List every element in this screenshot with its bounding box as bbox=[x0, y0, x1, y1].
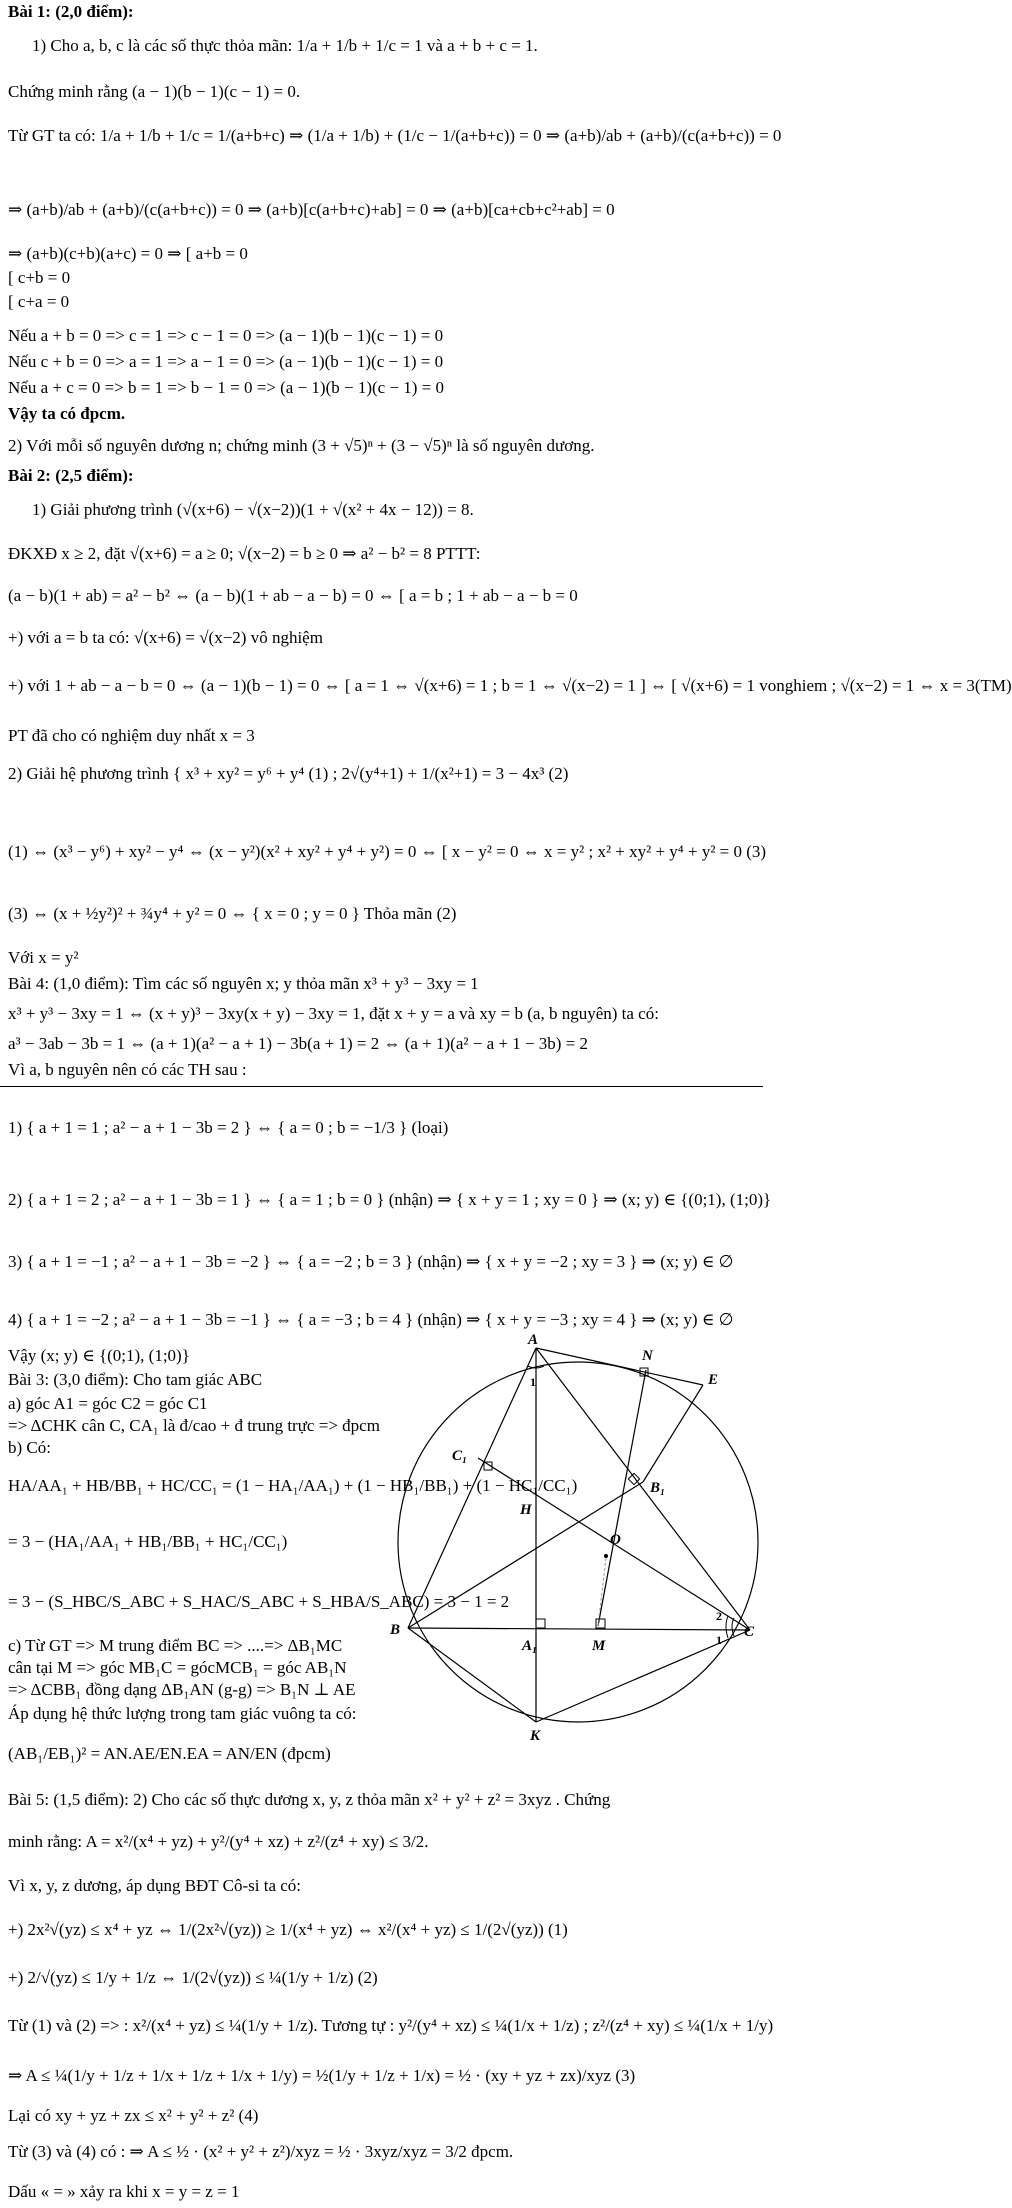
label-b: B bbox=[390, 1622, 401, 1638]
label-h: H bbox=[520, 1502, 532, 1518]
line-b4-end: Vậy (x; y) ∈ {(0;1), (1;0)} bbox=[8, 1346, 190, 1365]
line-b3-c1: c) Từ GT => M trung điểm BC => ....=> ΔB₁MC bbox=[8, 1636, 343, 1655]
label-n: N bbox=[642, 1348, 653, 1364]
line-b5-l3: +) 2/√(yz) ≤ 1/y + 1/z ⇔ 1/(2√(yz)) ≤ ¼(1/y + 1/z) (2) bbox=[8, 1968, 378, 1987]
label-angle-c2: 2 bbox=[716, 1609, 722, 1623]
line-b2-title: Bài 2: (2,5 điểm): bbox=[8, 466, 134, 485]
line-ae bbox=[536, 1348, 703, 1385]
line-b3-c4: Áp dụng hệ thức lượng trong tam giác vuông ta có: bbox=[8, 1704, 357, 1723]
side-ac bbox=[536, 1348, 750, 1630]
geometry-figure bbox=[388, 1330, 758, 1770]
line-b4-l1: x³ + y³ − 3xy = 1 ⇔ (x + y)³ − 3xy(x + y) − 3xy = 1, đặt x + y = a và xy = b (a, b nguyên) ta có: bbox=[8, 1004, 659, 1023]
line-b1-c1: Nếu a + b = 0 => c = 1 => c − 1 = 0 => (a − 1)(b − 1)(c − 1) = 0 bbox=[8, 326, 444, 345]
line-b3-c2: cân tại M => góc MB₁C = gócMCB₁ = góc AB₁N bbox=[8, 1658, 347, 1677]
line-bk bbox=[408, 1628, 536, 1722]
label-angle-c1: 1 bbox=[716, 1633, 722, 1647]
line-b5-title: Bài 5: (1,5 điểm): 2) Cho các số thực dương x, y, z thỏa mãn x² + y² + z² = 3xyz . Chứng bbox=[8, 1790, 611, 1809]
line-b5-l4: Từ (1) và (2) => : x²/(x⁴ + yz) ≤ ¼(1/y + 1/z). Tương tự : y²/(y⁴ + xz) ≤ ¼(1/x + 1/z) ; z²/(z⁴ + xy) ≤ ¼(1/x + 1/y) bbox=[8, 2016, 774, 2035]
line-b1e bbox=[643, 1385, 703, 1482]
line-b5-l5: ⇒ A ≤ ¼(1/y + 1/z + 1/x + 1/z + 1/x + 1/y) = ½(1/y + 1/z + 1/x) = ½ · (xy + yz + zx)/xyz (3) bbox=[8, 2066, 636, 2085]
label-m: M bbox=[592, 1638, 606, 1654]
line-b3-a: a) góc A1 = góc C2 = góc C1 bbox=[8, 1394, 208, 1413]
right-angle-a1 bbox=[536, 1619, 545, 1628]
line-b1-l3a: ⇒ (a+b)(c+b)(a+c) = 0 ⇒ [ a+b = 0 bbox=[8, 244, 248, 263]
line-b5-l7: Từ (3) và (4) có : ⇒ A ≤ ½ · (x² + y² + z²)/xyz = ½ · 3xyz/xyz = 3/2 đpcm. bbox=[8, 2142, 514, 2161]
line-b3-a2: => ΔCHK cân C, CA₁ là đ/cao + đ trung trực => đpcm bbox=[8, 1416, 380, 1435]
line-b4-l3: Vì a, b nguyên nên có các TH sau : bbox=[8, 1060, 247, 1079]
line-b1-prove: Chứng minh rằng (a − 1)(b − 1)(c − 1) = 0. bbox=[8, 82, 301, 101]
line-b2-l2: (a − b)(1 + ab) = a² − b² ⇔ (a − b)(1 + ab − a − b) = 0 ⇔ [ a = b ; 1 + ab − a − b = 0 bbox=[8, 586, 578, 605]
line-b1-end: Vậy ta có đpcm. bbox=[8, 404, 126, 423]
label-k: K bbox=[530, 1728, 541, 1744]
line-b3-c5: (AB₁/EB₁)² = AN.AE/EN.EA = AN/EN (đpcm) bbox=[8, 1744, 331, 1763]
line-b4-c1: 1) { a + 1 = 1 ; a² − a + 1 − 3b = 2 } ⇔ { a = 0 ; b = −1/3 } (loại) bbox=[8, 1118, 449, 1137]
line-b2-l1: ĐKXĐ x ≥ 2, đặt √(x+6) = a ≥ 0; √(x−2) = b ≥ 0 ⇒ a² − b² = 8 PTTT: bbox=[8, 544, 481, 563]
line-b3-b2: = 3 − (HA₁/AA₁ + HB₁/BB₁ + HC₁/CC₁) bbox=[8, 1532, 288, 1551]
line-b2-l8: Với x = y² bbox=[8, 948, 79, 967]
line-b1-l1: Từ GT ta có: 1/a + 1/b + 1/c = 1/(a+b+c) ⇒ (1/a + 1/b) + (1/c − 1/(a+b+c)) = 0 ⇒ (a+b)/ab + (a+b)/(c(a+b+c)) = 0 bbox=[8, 126, 782, 145]
line-b2-l7: (3) ⇔ (x + ½y²)² + ¾y⁴ + y² = 0 ⇔ { x = 0 ; y = 0 } Thỏa mãn (2) bbox=[8, 904, 457, 923]
label-e: E bbox=[708, 1372, 719, 1388]
point-o bbox=[604, 1554, 608, 1558]
line-b4-c2: 2) { a + 1 = 2 ; a² − a + 1 − 3b = 1 } ⇔ { a = 1 ; b = 0 } (nhận) ⇒ { x + y = 1 ; xy = 0 } ⇒ (x; y) ∈ {(0;1), (1;0)} bbox=[8, 1190, 772, 1209]
line-b1-q1: 1) Cho a, b, c là các số thực thỏa mãn: 1/a + 1/b + 1/c = 1 và a + b + c = 1. bbox=[32, 36, 538, 55]
line-b1-l2: ⇒ (a+b)/ab + (a+b)/(c(a+b+c)) = 0 ⇒ (a+b)[c(a+b+c)+ab] = 0 ⇒ (a+b)[ca+cb+c²+ab] = 0 bbox=[8, 200, 615, 219]
line-b2-l5: PT đã cho có nghiệm duy nhất x = 3 bbox=[8, 726, 255, 745]
label-b1: B₁ bbox=[650, 1480, 666, 1496]
line-b3-title: Bài 3: (3,0 điểm): Cho tam giác ABC bbox=[8, 1370, 263, 1389]
line-b5-l1: Vì x, y, z dương, áp dụng BĐT Cô-si ta có: bbox=[8, 1876, 302, 1895]
line-b2-l3: +) với a = b ta có: √(x+6) = √(x−2) vô nghiệm bbox=[8, 628, 323, 647]
line-b2-l4: +) với 1 + ab − a − b = 0 ⇔ (a − 1)(b − 1) = 0 ⇔ [ a = 1 ⇔ √(x+6) = 1 ; b = 1 ⇔ √(x−2) = 1 ] ⇔ [ √(x+6) = 1 vonghiem ; √(x−2) = 1 ⇔ x = 3(TM) bbox=[8, 676, 1012, 695]
line-b4-c3: 3) { a + 1 = −1 ; a² − a + 1 − 3b = −2 } ⇔ { a = −2 ; b = 3 } (nhận) ⇒ { x + y = −2 ; xy = 3 } ⇒ (x; y) ∈ ∅ bbox=[8, 1252, 734, 1271]
line-b5-l6: Lại có xy + yz + zx ≤ x² + y² + z² (4) bbox=[8, 2106, 259, 2125]
line-b1-c2: Nếu c + b = 0 => a = 1 => a − 1 = 0 => (a − 1)(b − 1)(c − 1) = 0 bbox=[8, 352, 444, 371]
label-a: A bbox=[528, 1332, 539, 1348]
section-divider bbox=[0, 1086, 763, 1087]
line-b1-c3: Nếu a + c = 0 => b = 1 => b − 1 = 0 => (a − 1)(b − 1)(c − 1) = 0 bbox=[8, 378, 445, 397]
label-angle-a1: 1 bbox=[530, 1375, 536, 1389]
angle-arc-c2 bbox=[726, 1616, 728, 1638]
line-b5-l2: +) 2x²√(yz) ≤ x⁴ + yz ⇔ 1/(2x²√(yz)) ≥ 1/(x⁴ + yz) ⇔ x²/(x⁴ + yz) ≤ 1/(2√(yz)) (1) bbox=[8, 1920, 568, 1939]
line-b5-q: minh rằng: A = x²/(x⁴ + yz) + y²/(y⁴ + xz) + z²/(z⁴ + xy) ≤ 3/2. bbox=[8, 1832, 429, 1851]
line-b1-q2: 2) Với mỗi số nguyên dương n; chứng minh (3 + √5)ⁿ + (3 − √5)ⁿ là số nguyên dương. bbox=[8, 436, 595, 455]
label-c1: C₁ bbox=[452, 1448, 468, 1464]
line-b4-c4: 4) { a + 1 = −2 ; a² − a + 1 − 3b = −1 } ⇔ { a = −3 ; b = 4 } (nhận) ⇒ { x + y = −3 ; xy = 4 } ⇒ (x; y) ∈ ∅ bbox=[8, 1310, 734, 1329]
line-b1-l3b: [ c+b = 0 bbox=[8, 268, 71, 287]
line-b2-q1: 1) Giải phương trình (√(x+6) − √(x−2))(1 + √(x² + 4x − 12)) = 8. bbox=[32, 500, 474, 519]
right-angle-m bbox=[596, 1619, 605, 1628]
line-b3-b3: = 3 − (S_HBC/S_ABC + S_HAC/S_ABC + S_HBA/S_ABC) = 3 − 1 = 2 bbox=[8, 1592, 510, 1611]
line-b3-b: b) Có: bbox=[8, 1438, 51, 1457]
side-ab bbox=[408, 1348, 536, 1628]
line-b3-c3: => ΔCBB₁ đồng dạng ΔB₁AN (g-g) => B₁N ⊥ AE bbox=[8, 1680, 356, 1699]
circumcircle bbox=[398, 1362, 758, 1722]
line-b4-title: Bài 4: (1,0 điểm): Tìm các số nguyên x; y thỏa mãn x³ + y³ − 3xy = 1 bbox=[8, 974, 479, 993]
line-b5-l8: Dấu « = » xảy ra khi x = y = z = 1 bbox=[8, 2182, 240, 2201]
label-o: O bbox=[610, 1532, 621, 1548]
line-b4-l2: a³ − 3ab − 3b = 1 ⇔ (a + 1)(a² − a + 1) − 3b(a + 1) = 2 ⇔ (a + 1)(a² − a + 1 − 3b) = 2 bbox=[8, 1034, 589, 1053]
line-b1-l3c: [ c+a = 0 bbox=[8, 292, 70, 311]
line-b1-title: Bài 1: (2,0 điểm): bbox=[8, 2, 134, 21]
label-a1: A₁ bbox=[522, 1638, 538, 1654]
line-b2-q2: 2) Giải hệ phương trình { x³ + xy² = y⁶ + y⁴ (1) ; 2√(y⁴+1) + 1/(x²+1) = 3 − 4x³ (2) bbox=[8, 764, 569, 783]
line-b2-l6: (1) ⇔ (x³ − y⁶) + xy² − y⁴ ⇔ (x − y²)(x² + xy² + y⁴ + y²) = 0 ⇔ [ x − y² = 0 ⇔ x = y² ; x² + xy² + y⁴ + y² = 0 (3) bbox=[8, 842, 767, 861]
label-c: C bbox=[744, 1624, 755, 1640]
line-nm bbox=[598, 1370, 646, 1626]
line-b3-b1: HA/AA₁ + HB/BB₁ + HC/CC₁ = (1 − HA₁/AA₁) + (1 − HB₁/BB₁) + (1 − HC₁/CC₁) bbox=[8, 1476, 578, 1495]
side-bc bbox=[408, 1628, 750, 1630]
